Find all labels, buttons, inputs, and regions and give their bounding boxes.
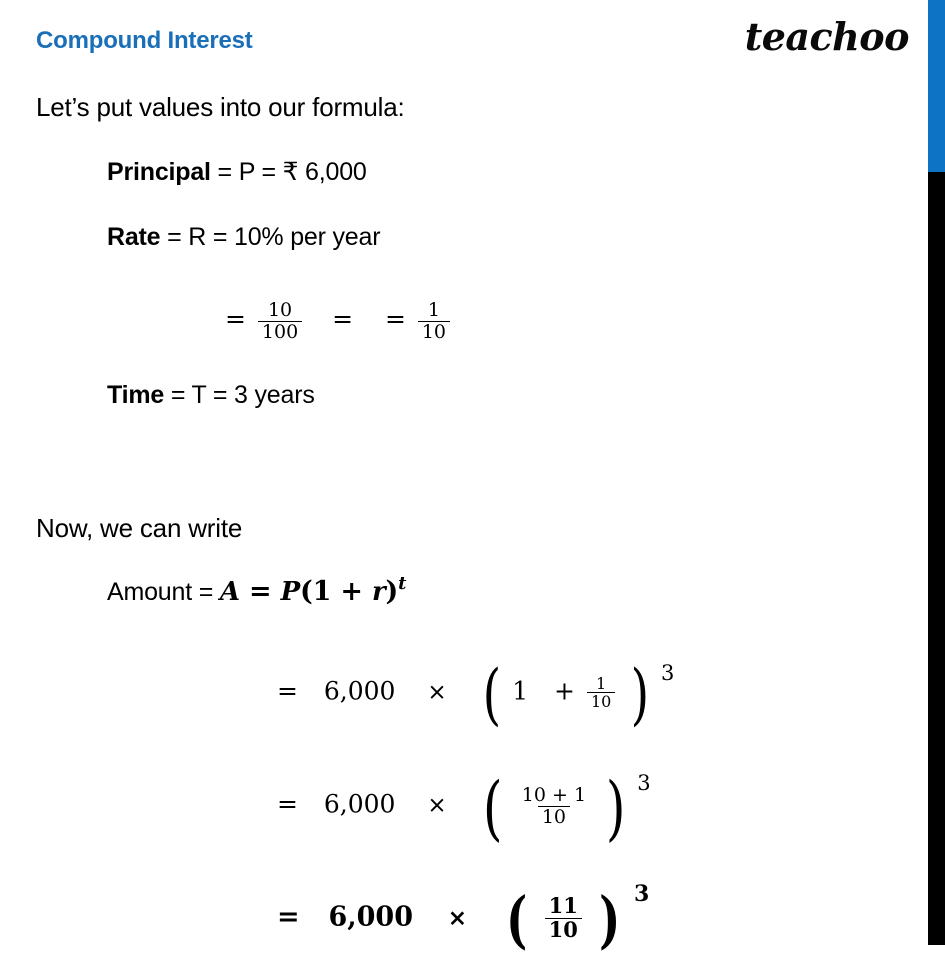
given-time-value: = T = 3 years [164, 381, 315, 409]
given-rate [107, 225, 380, 250]
page-title: Compound Interest [36, 27, 253, 54]
amount-symbol-A: A [219, 577, 240, 607]
step-2-fraction-numerator: 10 + 1 [521, 784, 587, 806]
step-2-fraction-denominator: 10 [538, 806, 570, 828]
step-1-exponent: 3 [660, 661, 675, 685]
amount-formula-prefix: Amount = [107, 578, 220, 606]
right-edge-blue-bar [928, 0, 945, 172]
given-rate-label: Rate [107, 223, 161, 251]
given-rate-value: = R = 10% per year [160, 223, 381, 251]
step-3-principal: 6,000 [328, 901, 413, 933]
step-2-times-icon: × [427, 792, 447, 819]
step-1-times-icon: × [427, 679, 447, 706]
step-2-equals: = [277, 789, 298, 819]
amount-symbol-P: P [280, 577, 301, 607]
step-3-fraction-denominator: 10 [545, 918, 582, 942]
given-principal [107, 160, 367, 185]
step-1-equals: = [277, 676, 298, 706]
step-1-fraction [587, 675, 615, 711]
rate-fraction-10-over-100 [258, 300, 302, 342]
amount-plus: + [331, 576, 373, 607]
step-1-inner-one: 1 [512, 676, 529, 706]
step-1-inner-plus: + [554, 676, 575, 706]
right-edge-black-bar [928, 172, 945, 945]
rate-fraction-1-over-10 [418, 300, 450, 342]
amount-close-paren: ) [385, 576, 399, 607]
step-3-exponent: 3 [634, 881, 650, 907]
transition-text: Now, we can write [36, 513, 243, 543]
rate-simplified-numerator: 1 [427, 299, 440, 321]
amount-open-paren: ( [300, 576, 313, 607]
step-3-times-icon: × [447, 905, 468, 932]
given-principal-value: = P = ₹ 6,000 [210, 158, 367, 186]
step-1-fraction-denominator: 10 [587, 692, 615, 710]
step-1-principal: 6,000 [323, 676, 396, 706]
rate-eq-2: = [332, 304, 354, 334]
teachoo-logo: teachoo [744, 14, 909, 59]
step-1-equation: = 6,000 × ( 1 + $\frac{1}{10}$ ) 3 [277, 655, 675, 733]
step-1-fraction-numerator: 1 [596, 674, 607, 693]
step-3-equals: = [277, 901, 300, 933]
step-2-fraction [518, 785, 590, 827]
rate-fraction-numerator: 10 [267, 299, 293, 321]
step-3-fraction-numerator: 11 [548, 893, 578, 918]
amount-formula [107, 573, 407, 607]
step-3-equation: = 6,000 × ( $\frac{11}{10}$ ) 3 [277, 881, 650, 956]
amount-equals: = [239, 576, 281, 607]
rate-eq-3: = [384, 304, 406, 334]
given-time [107, 383, 315, 408]
step-2-exponent: 3 [637, 771, 651, 795]
step-3-fraction [545, 895, 582, 941]
rate-fraction-denominator: 100 [258, 321, 302, 343]
amount-exponent-t: t [398, 573, 407, 594]
step-2-principal: 6,000 [323, 789, 396, 819]
given-time-label: Time [107, 381, 165, 409]
amount-one: 1 [312, 576, 332, 607]
intro-text: Let’s put values into our formula: [36, 92, 405, 122]
amount-symbol-r: r [372, 577, 386, 607]
rate-simplified-denominator: 10 [418, 321, 450, 343]
step-2-equation: = 6,000 × ( $\frac{10 + 1}{10}$ ) 3 [277, 767, 651, 850]
rate-fraction-line [225, 300, 454, 342]
given-principal-label: Principal [107, 158, 211, 186]
rate-eq-1: = [225, 304, 246, 334]
